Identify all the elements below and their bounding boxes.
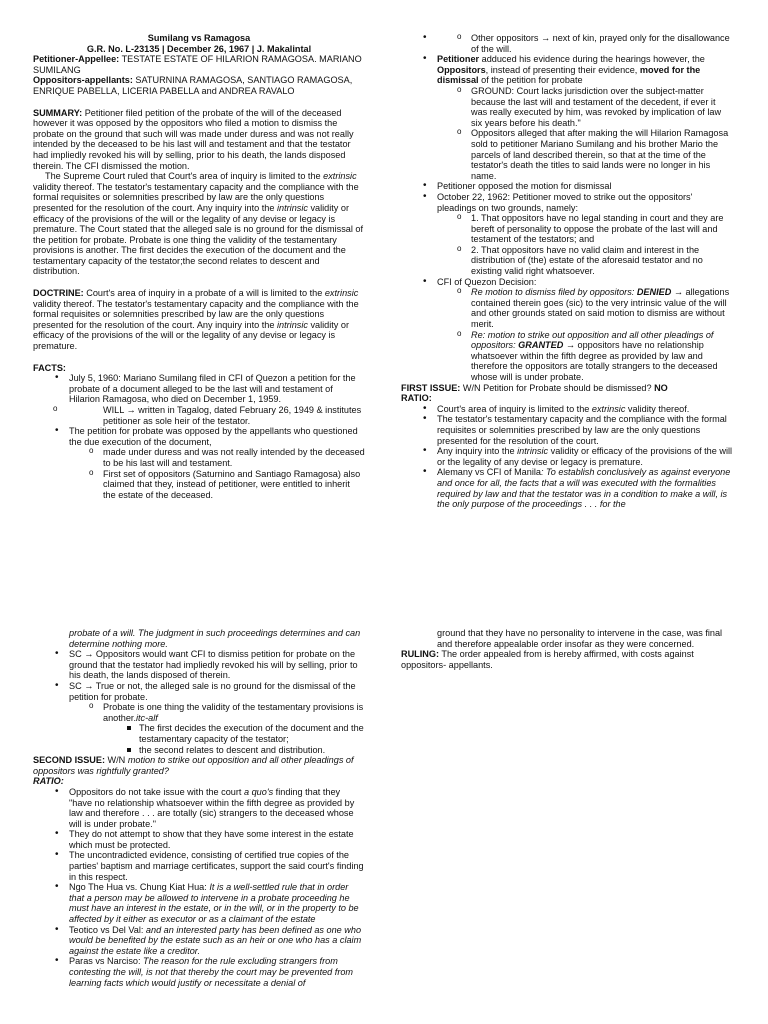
summary-label: SUMMARY: — [33, 107, 83, 118]
doctrine-extrinsic: extrinsic — [324, 288, 359, 299]
moved-for-dismissal: moved for the dismissal — [437, 64, 701, 86]
sublist — [33, 405, 365, 426]
ratio-4-text: : To establish conclusively as against everyone and once for all, the facts that a will was executed with the formalities required by law and that the testator was in a condition to make a will, is the only purpose of the proceedings . . . for the — [437, 467, 731, 510]
o1-a: Oppositors do not take issue with the court — [69, 786, 244, 797]
case-citation: G.R. No. L-23135 | December 26, 1967 | J. Makalintal — [86, 43, 312, 54]
doctrine-intrinsic: intrinsic — [277, 319, 308, 330]
o4-b: It is a well-settled rule that in order that a person may be allowed to intervene in a probate proceeding he must have an interest in the estate, or in the will, or in the property to be affected by it either as executor or as a claimant of the estate — [69, 882, 359, 925]
october-22-motion: October 22, 1962: Petitioner moved to strike out the oppositors' pleadings on two grounds, namely: — [437, 191, 693, 213]
first-issue-label: FIRST ISSUE: — [401, 382, 461, 393]
summary2-intrinsic: intrinsic — [277, 202, 308, 213]
oppositors-label: Oppositors — [437, 64, 486, 75]
o4-a: Ngo The Hua vs. Chung Kiat Hua: — [69, 882, 210, 893]
other-oppositors: Other oppositors → next of kin, prayed only for the disallowance of the will. — [471, 33, 730, 54]
list-item — [401, 54, 733, 181]
facts-list-continued — [401, 33, 733, 383]
second-issue-text-a: W/N — [105, 755, 128, 766]
list-item — [103, 723, 365, 744]
petitioner-text: TESTATE ESTATE OF HILARION RAMAGOSA. MARIANO SUMILANG — [33, 54, 362, 75]
fact-2-sub-2: First set of oppositors (Saturnino and Santiago Ramagosa) also claimed that they, instead of petitioner, were entitled to inherit the estate of the deceased. — [103, 468, 361, 500]
sublist — [437, 213, 733, 277]
list-item — [33, 405, 365, 426]
decision-1-text: allegations contained therein goes (sic) to the very intrinsic value of the will and other grounds stated on said motion to dismiss are without merit. — [471, 287, 730, 330]
ratio-1-a: Court's area of inquiry is limited to the — [437, 403, 592, 414]
fact-2-sub-1: made under duress and was not really intended by the deceased to be his last will and testament. — [103, 447, 365, 468]
second-issue-text-b: motion to strike out opposition and all other pleadings of oppositors was rightfully granted? — [33, 755, 354, 776]
ruling — [401, 649, 733, 670]
facts-heading: FACTS: — [33, 362, 66, 373]
list-item — [437, 330, 733, 383]
document-page-2 — [0, 622, 768, 1024]
doctrine-text-e: validity or efficacy of the provisions of the will or the legality of any devise or legacy is premature. — [33, 319, 350, 352]
second-issue — [33, 755, 365, 776]
ruling-text: The order appealed from is hereby affirmed, with costs against oppositors- appellants. — [401, 649, 694, 670]
ratio-heading-2: RATIO: — [33, 776, 64, 787]
continued-text-right: ground that they have no personality to intervene in the case, was final and therefore appealable order insofar as they were concerned. — [437, 628, 723, 649]
ratio-4-case: Alemany vs CFI of Manila — [437, 467, 541, 478]
summary-paragraph — [33, 108, 365, 172]
alleged-text: Oppositors alleged that after making the will Hilarion Ramagosa sold to petitioner Mariano Sumilang and his brother Mario the parcels of land described therein, so that at the time of the testator's death the titles to said lands were no longer in his name. — [471, 128, 729, 181]
doctrine-text-a: Court's area of inquiry in a probate of a will is limited to the — [83, 288, 325, 299]
o5-b: and an interested party has been defined as one who would be benefited by the estate such as an heir or one who has a claim against the estate like a creditor. — [69, 924, 362, 956]
sublist — [69, 702, 365, 755]
list-item — [33, 882, 365, 924]
list-item — [437, 128, 733, 181]
summary-paragraph-2 — [33, 171, 365, 277]
list-item — [69, 447, 365, 468]
petitioner-opposed: Petitioner opposed the motion for dismissal — [437, 181, 612, 192]
petitioner-text-3: of the petition for probate — [478, 75, 583, 86]
sc-1: SC → Oppositors would want CFI to dismiss petition for probate on the ground that the testator had impliedly revoked his will by selling, prior to his death, the lands disposed of therein. — [69, 649, 358, 681]
list-item — [33, 829, 365, 850]
oppositors-label: Oppositors-appellants: — [33, 75, 133, 86]
petitioner-label: Petitioner-Appellee: — [33, 54, 120, 65]
sublist — [103, 723, 365, 755]
list-item — [33, 787, 365, 829]
ratio-heading: RATIO: — [401, 393, 432, 404]
o1-b: a quo's — [244, 786, 274, 797]
list-item — [437, 33, 733, 54]
petitioner-label: Petitioner — [437, 54, 480, 65]
facts-list — [33, 373, 365, 500]
fact-2: The petition for probate was opposed by the appellants who questioned the due execution of the document, — [69, 426, 358, 447]
o3: The uncontradicted evidence, consisting of certified true copies of the parties' baptism and marriage certificates, support the said court's finding in this respect. — [69, 850, 364, 882]
summary2-text-e: validity or efficacy of the provisions of the will or the legality of any devise or legacy is premature. The Court stated that the alleged sale is no ground for the dismissal of the petition for probate. Probate is one thing the validity of the testamentary provisions is another. The first decides the execution of the document and the testamentary capacity of the testator;the second relates to descent and distribution. — [33, 202, 364, 277]
fact-1: July 5, 1960: Mariano Sumilang filed in CFI of Quezon a petition for the probate of a document alleged to be the last will and testament of Hilarion Ramagosa, who died on December 1, 1959. — [69, 373, 356, 405]
list-item — [33, 681, 365, 755]
continued-text: probate of a will. The judgment in such proceedings determines and can determine nothing more. — [69, 628, 361, 649]
ratio-3-c: validity or efficacy of the provisions of the will or the legality of any devise or legacy is premature. — [437, 446, 733, 467]
list-item — [69, 469, 365, 501]
decision-2-text: → oppositors have no relationship whatsoever within the fifth degree as provided by law and therefore the oppositors are totally strangers to the deceased whose will is under probate. — [471, 340, 718, 382]
ruling-label: RULING: — [401, 649, 440, 660]
oppositors-text: SATURNINA RAMAGOSA, SANTIAGO RAMAGOSA, ENRIQUE PABELLA, LICERIA PABELLA and ANDREA RAVALO — [33, 75, 353, 96]
list-item — [33, 649, 365, 681]
doctrine-label: DOCTRINE: — [33, 288, 84, 299]
list-item — [401, 181, 733, 192]
summary-text: Petitioner filed petition of the probate of the will of the deceased however it was opposed by the oppositors who filed a motion to dismiss the probate on the ground that such will was made under duress and was not really intended by the deceased to be his last will and testament and that the testator had impliedly revoked his will by selling, prior to his death, the lands disposed therein. The CFI dismissed the motion. — [33, 107, 354, 171]
ratio-3-a: Any inquiry into the — [437, 446, 518, 457]
probate-text: Probate is one thing the validity of the testamentary provisions is another. — [103, 702, 364, 723]
list-item — [437, 213, 733, 245]
sublist — [401, 33, 733, 54]
page2-right-column — [401, 628, 733, 670]
petitioner-line — [33, 54, 365, 75]
page1-left-column — [33, 33, 365, 500]
list-item — [33, 956, 365, 988]
second-issue-label: SECOND ISSUE: — [33, 755, 105, 766]
page2-left-column — [33, 628, 365, 988]
sublist — [69, 447, 365, 500]
list-item — [69, 702, 365, 755]
list-item — [103, 745, 365, 756]
ground-text: GROUND: Court lacks jurisdiction over the subject-matter because the last will and testament of the decedent, if ever it was really executed by him, was revoked by implication of law six years before his death." — [471, 85, 722, 128]
o6-b: The reason for the rule excluding strangers from contesting the will, is not that thereby the court may be prevented from learning facts which would justify or necessitate a denial of — [69, 956, 354, 988]
list-item — [401, 33, 733, 54]
list-item — [33, 373, 365, 426]
ratio-1-extrinsic: extrinsic — [591, 403, 626, 414]
first-issue-answer: NO — [654, 382, 668, 393]
fact-1-sub: WILL → written in Tagalog, dated February 26, 1949 & institutes petitioner as sole heir of the testator. — [103, 405, 362, 426]
oppositors-line — [33, 75, 365, 96]
sublist — [437, 287, 733, 382]
decision-1-denied: DENIED → — [636, 287, 683, 298]
ratio-2: The testator's testamentary capacity and the compliance with the formal requisites or solemnities prescribed by law are the only questions presented for the resolution of the court. — [437, 414, 727, 446]
list-item — [437, 245, 733, 277]
o5-a: Teotico vs Del Val: — [69, 924, 146, 935]
decision-1-label: Re motion to dismiss filed by oppositors: — [471, 287, 637, 298]
list-item — [33, 925, 365, 957]
summary2-extrinsic: extrinsic — [323, 171, 357, 182]
list-item — [401, 192, 733, 277]
petitioner-text-2: , instead of presenting their evidence, — [485, 64, 640, 75]
first-issue — [401, 383, 733, 394]
o6-a: Paras vs Narciso: — [69, 956, 144, 967]
petitioner-text-1: adduced his evidence during the hearings however, the — [479, 54, 705, 65]
cfi-decision: CFI of Quezon Decision: — [437, 276, 537, 287]
first-decides: The first decides the execution of the document and the testamentary capacity of the testator; — [139, 723, 364, 744]
ratio-1-c: validity thereof. — [625, 403, 690, 414]
list-item — [401, 414, 733, 446]
list-item — [437, 287, 733, 329]
summary2-text-c: validity thereof. The testator's testamentary capacity and the compliance with the formal requisites or solemnities prescribed by law are the only questions presented for the resolution of the court. Any inquiry into the — [33, 181, 359, 213]
doctrine-paragraph — [33, 288, 365, 352]
list-item — [33, 426, 365, 500]
first-issue-text: W/N Petition for Probate should be dismissed? — [460, 382, 655, 393]
summary2-text-a: The Supreme Court ruled that Court's area of inquiry is limited to the — [45, 171, 324, 182]
ratio-list — [401, 404, 733, 510]
ground-1: 1. That oppositors have no legal standing in court and they are bereft of personality to oppose the probate of the last will and testament of the testators; and — [471, 213, 724, 245]
list-item — [401, 446, 733, 467]
o2: They do not attempt to show that they have some interest in the estate which must be protected. — [69, 829, 354, 850]
sc-list — [33, 649, 365, 755]
decision-2-label: Re: motion to strike out opposition and all other pleadings of oppositors: — [471, 329, 714, 351]
page1-right-column — [401, 33, 733, 510]
second-relates: the second relates to descent and distribution. — [139, 744, 326, 755]
doctrine-text-c: validity thereof. The testator's testamentary capacity and the compliance with the formal requisites or solemnities prescribed by law are the only questions presented for the resolution of the court. Any inquiry into the — [33, 298, 359, 330]
o1-c: finding that they "have no relationship whatsoever within the fifth degree as provided by law and therefore . . . are totally (sic) strangers to the deceased whose will is under probate." — [69, 786, 355, 829]
list-item — [437, 86, 733, 128]
sublist — [437, 86, 733, 181]
list-item — [401, 277, 733, 383]
ratio-list-2 — [33, 787, 365, 988]
list-item — [33, 850, 365, 882]
case-title: Sumilang vs Ramagosa — [147, 33, 251, 43]
sc-2: SC → True or not, the alleged sale is no ground for the dismissal of the petition for probate. — [69, 680, 356, 702]
list-item — [401, 467, 733, 509]
decision-2-granted: GRANTED — [518, 340, 564, 351]
probate-itc: itc-alf — [135, 712, 158, 723]
ratio-3-intrinsic: intrinsic — [517, 446, 549, 457]
ground-2: 2. That oppositors have no valid claim and interest in the distribution of (the) estate of the aforesaid testator and no existing valid right whatsoever. — [471, 244, 703, 277]
list-item — [401, 404, 733, 415]
